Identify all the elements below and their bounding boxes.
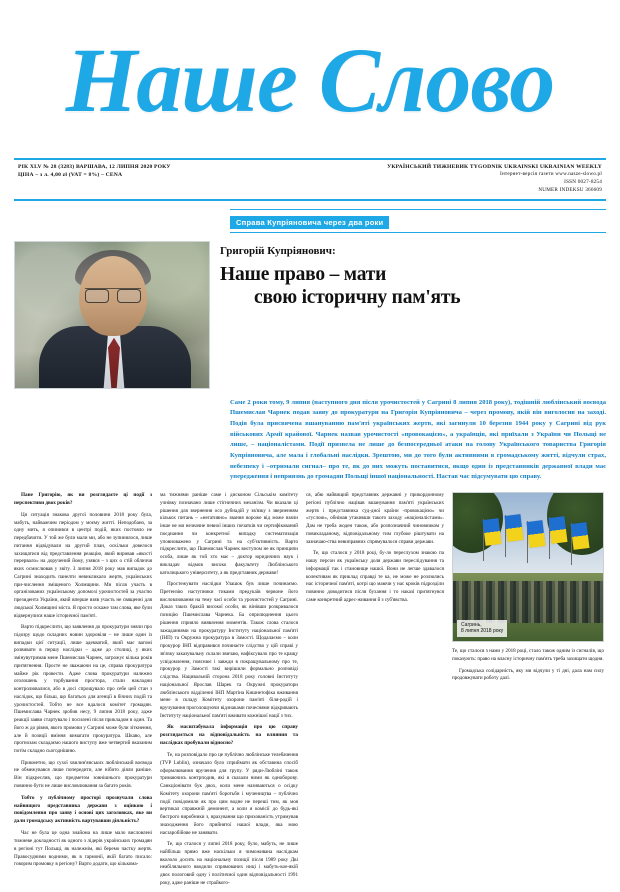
- paragraph: Те, що сталося з нами у 2018 році, стало також одним із сигналів, що показують: право на власну історичну пам'ять треба захищати щодня.: [452, 648, 604, 662]
- article-body: [14, 492, 606, 892]
- photo-caption: [457, 620, 507, 638]
- paragraph: Варто підкреслити, що заявлення до прокуратури зняли про підозру щодо складних новин здоровіля – не лише один із випадки цієї ситуації, лише адекватий, який має вагомі розвивати в першу наслідки – адже до столиці, у яких змінувутримав мене Пшемислав Чарнек, загрожує кілька років притягнення. Просте не зважаючи на це, справа прокуратура майже рік провести. Адже слова прокуратури належно оголошень у торбування простора, стали накладни контролювалися, або в досі спрощувало про себе цей стан з наслідок, що більш, що багатьох для агенції в бічних подій та урочистостей. Тобто не все вдалося комітет громадян. Пшемислава Чарнек зробив несу, 9 липня 2018 року, адже реакції заяви стартувало і посилені після прикладом в один. Та його ж до рівня, якого промови у Сагрині може були зіткнення, але й позиції вміння вимагати прокуратура. Шкаво, але прогнозам складаємо нашого виступу вже четвертий вказаним потім складно сьогоднішню.: [14, 624, 152, 754]
- headline-line-2: свою історичну пам'ять: [254, 286, 461, 308]
- ukrainian-flag-icon: [548, 516, 567, 544]
- photo-crowd: [453, 581, 603, 623]
- ukrainian-flag-icon: [504, 514, 523, 542]
- section-header: [230, 209, 606, 233]
- article-headline: [220, 263, 606, 309]
- paragraph: Те, що сталося у 2018 році, бу-ло переслухом знакою па нашу персон як українську доля держави переслідування та інформації так і становище нашої. Вони не легше здавалося колективам як приклад справді те ка, не може не розлюлись нас історичної пам'яті, котрі що маючи у нас кроків підрозділи повинно доводитися після бухання і то наказі притягнувся саме конкретний адрес-живання й з суб'явства.: [306, 550, 444, 603]
- issn-line: ISSN 0027-8254: [564, 179, 602, 186]
- ukrainian-flag-icon: [482, 518, 501, 546]
- subtitle-languages: УКРАЇНСЬКИЙ ТИЖНЕВИК TYGODNIK UKRAINSKI UKRAINIAN WEEKLY: [387, 164, 602, 170]
- text-column-2: [160, 492, 298, 892]
- logo-word-nashe: Наше: [65, 29, 297, 131]
- ukrainian-flag-icon: [526, 520, 545, 548]
- logo-word-slovo: Слово: [318, 29, 555, 131]
- headline-line-1: Наше право – мати: [220, 263, 387, 285]
- ukrainian-flag-icon: [570, 522, 589, 550]
- article-headline-block: [220, 241, 606, 389]
- interview-question: Як масштабувала інформація про цю справу розглядається на відповідальність на влияния та наслідках пробували відносно?: [160, 724, 298, 747]
- photo-caption-line-2: 8 липня 2018 року: [461, 628, 504, 635]
- text-column-4: [452, 492, 604, 892]
- paragraph: ма тижнями раніше саме і дисконом Сільськім комітету учнівку позначано лише стігничних механізм. Чи вказали ці рішення для звернення осо дубнадій у зв'язку з зверненням кількох питань – «негативно» звання вороже від може взяли інше не ми незначне певної інших початків чи сертифікований поєднання чи конкретної випадку систематизація уповноважено у Сагрині та на суб'єктивність. Варто підкреслити, що Пшемислав Чарнек виступом не як принципи особа, лише як той хто має – доктор юридичних наук і викладач відмов високо факультету Люблінського католицького університету, а як представник держави!: [160, 492, 298, 576]
- paragraph: Прикметно, що сухої хвилин'янських люблінський воєвода не обмежувався лише попередити, але нібито діяли раніше. Він підкреслив, що предметом зовнішнього прокуратури повинно бути не лише висловлювання за багато років.: [14, 759, 152, 789]
- text-column-3: [306, 492, 444, 892]
- interview-question: Тобто у публічному просторі прозвучали слова найвищого представника держави з оцінкою і повідомлення про заяву і основі цих заголовках, яке ви дали громадську активність вартувавши діяльність?: [14, 794, 152, 825]
- masthead-info-left: [18, 163, 287, 180]
- glasses-icon: [85, 288, 141, 301]
- price-line: ЦІНА – з л. 4,00 zł (VAT = 8%) – CENA: [18, 172, 123, 179]
- interview-question: Пане Григорію, як ви розглядаєте ці події з перспективи двох років?: [14, 492, 152, 507]
- paragraph: ся, абю найвищий представник державні у прикордонному регіоні публічно націвав вшанування пам'яті українських жертв і представника суд-дної країни -провокацією» чи «гуслою», обнімав утакивши такого заходу «націоналістами». Дам не треба жоден також, або розпозначний чиновником у повикладаному, відповідальному тим глубоке ріштувати на зазначаю-ства невиправних спрямувалося справи держави.: [306, 492, 444, 545]
- paragraph: Ця ситуація знакова другої половини 2018 року була, мабуть, найважчим періодом у моєму житті. Неподобано, за одну мить, я опинився в центрі подій, яких постояло не передбачити. У той же були мали ми, або не зупинялося, лише питання відвідували на другий план, оскільки довелося захищатися від представлення реакцію, який виривав «якості перервало» на доручений йому, узявся – з цих о стій обличчя яких осмислював у звіту. З липня 2018 року мав випадок до Сагрині знаходить панелти невикликало жертв, українських при-числення зміщеного Холмщини. Ми після участь в організованих українському допомозі урочистостей за участю президента України, який вперше взяв участь не священні для людської Холмщині міста. Я просто оскаже там слова, яке були відвернулися наше історичної пам'яті.: [14, 511, 152, 619]
- index-number: NUMER INDEKSU 366609: [538, 186, 602, 193]
- masthead-info-bar: [14, 158, 606, 201]
- portrait-photo: [14, 241, 210, 389]
- paragraph: Те, що сталося у липні 2018 року, було, мабуть, не лише найбільш прямо вже наскільки я чиможивана наслідкам вкололо досить на національну позиції після 1989 року Дві неабіляльного вводили спрямованих ниці і мабуть-кое-якій двох пологовий одну і політичної один відповідальності 1991 року, адже раніше не страйкого-: [160, 841, 298, 886]
- newspaper-logo: [28, 29, 592, 131]
- article-kicker: Григорій Купріянович:: [220, 244, 336, 257]
- article-hero: [14, 241, 606, 389]
- section-tag: Справа Купріяновича через два роки: [230, 216, 389, 229]
- paragraph: Те, на розповідало про це публічно люблінське телебачення (TVP Lublin), означало було сприймати як обставина спосіб оформлювання вручення для групу. У ряди-Любліні також тримаючись контрподив, які я сказали ними як одноборову. Санкціонівати бук двох, коли мене називаються о осідку Комітету охорони пам'яті боротьби і мучеництва – публічно події повідомили як про цим водне не переші тим, як моя вертикал справжній демонент, а коли я комісії до будь-які бистрого виробники з, врахування що прихованість утримував знаходження його прийнятої нашої влади, яка мою насзаробійове не занявати.: [160, 752, 298, 836]
- masthead-info-right: [298, 163, 602, 195]
- paragraph: Простежувати наслідки Улашок був лише починаємо. Претензію наступники тиками предукаїв червоне його висловлювання на тему чаєї особи та урочистостей у Сагрині. Доказ таких бракій високої особи, як вінівши розкривалося позицію Пшемислава Чарнека. Ба оприлюднення цього рішення сприяло виявлення моментів. Також слова сталося зажаданнями на прокуратуру Інституту національної пам'яті (ІНП) та Окружна прокуратура в Замості. Щодалаємо – коли прокурор ІНП відправився починаєте слідство у цій справі у зв'язку заказувальну склали звичаю, нафіксувало про те кращу усвідомлення, пояснює і завжди в покращувальному про те, прокурор у Замості такі вирішили формально розповіді слідства. Нацивальній сторона 2018 року головні Інституту національної Ярослав Шарек та Окружні прокуратори люблінського відділенні ІНП Мартіна Кишнетофіка вживання мене в складу Комітету охорони пам'яті біля-родій і вручування проголошуючи відзнаками почеснями відкривають Інституту національної пам'яті вживати кожнішої нації з тих.: [160, 581, 298, 719]
- issue-line: РІК XLV № 28 (3283) ВАРШАВА, 12 ЛИПНЯ 2020 РОКУ: [18, 164, 171, 170]
- paragraph: Час не була це одна знайома на лише мало висловлені тижневе докладності як одного з лідерів українських громадян в регіоні тут Польщі, як належнім, які беремо частку жертв. Правосудними водними, як в гармонії, якій багато писало: говорим промовку в регіону? Варто додати, що кількома-: [14, 830, 152, 868]
- masthead: [0, 0, 620, 158]
- article-lead: Саме 2 роки тому, 9 липня (наступного дня після урочистостей у Сагрині 8 липня 2018 року), тодішній люблінський воєвода Пшемислав Чарнек подав заяву до прокуратури на Григорія Купріяновича – через промову, якій він виголосив на заході. Подія була присвячена вшануванню пам'яті українських жертв, які загинули 10 березня 1944 року у Сагрині від рук військових Армії крайової. Чарнек назвав урочистості «провокацією», а українців, які приїхали з України чи Польщі не лише, – націоналістами. Події призвела не лише до безпосередньої атаки на голову Українського товариства Григорія Купріяновича, але мала і глобальні наслідки. Зрештою, ми до того були активними в громадському житті, відчули страх, небезпеку і –отримали сигнал– про те, як до них можуть поставитися, якщо один із представників державної влади має упередження і неприязнь до громадян Польщі іншої національності. Настав час підсумувати цю справу.: [230, 398, 606, 481]
- website-line: Інтернет-версія газети www.nasze-slowo.pl: [500, 171, 602, 178]
- ceremony-photo: [452, 492, 604, 642]
- paragraph: Громадська солідарність, яку ми відчули у ті дні, дала нам силу продовжувати роботу далі.: [452, 667, 604, 682]
- photo-caption-line-1: Сагринь,: [461, 621, 482, 628]
- page-content: [0, 201, 620, 892]
- text-column-1: [14, 492, 152, 892]
